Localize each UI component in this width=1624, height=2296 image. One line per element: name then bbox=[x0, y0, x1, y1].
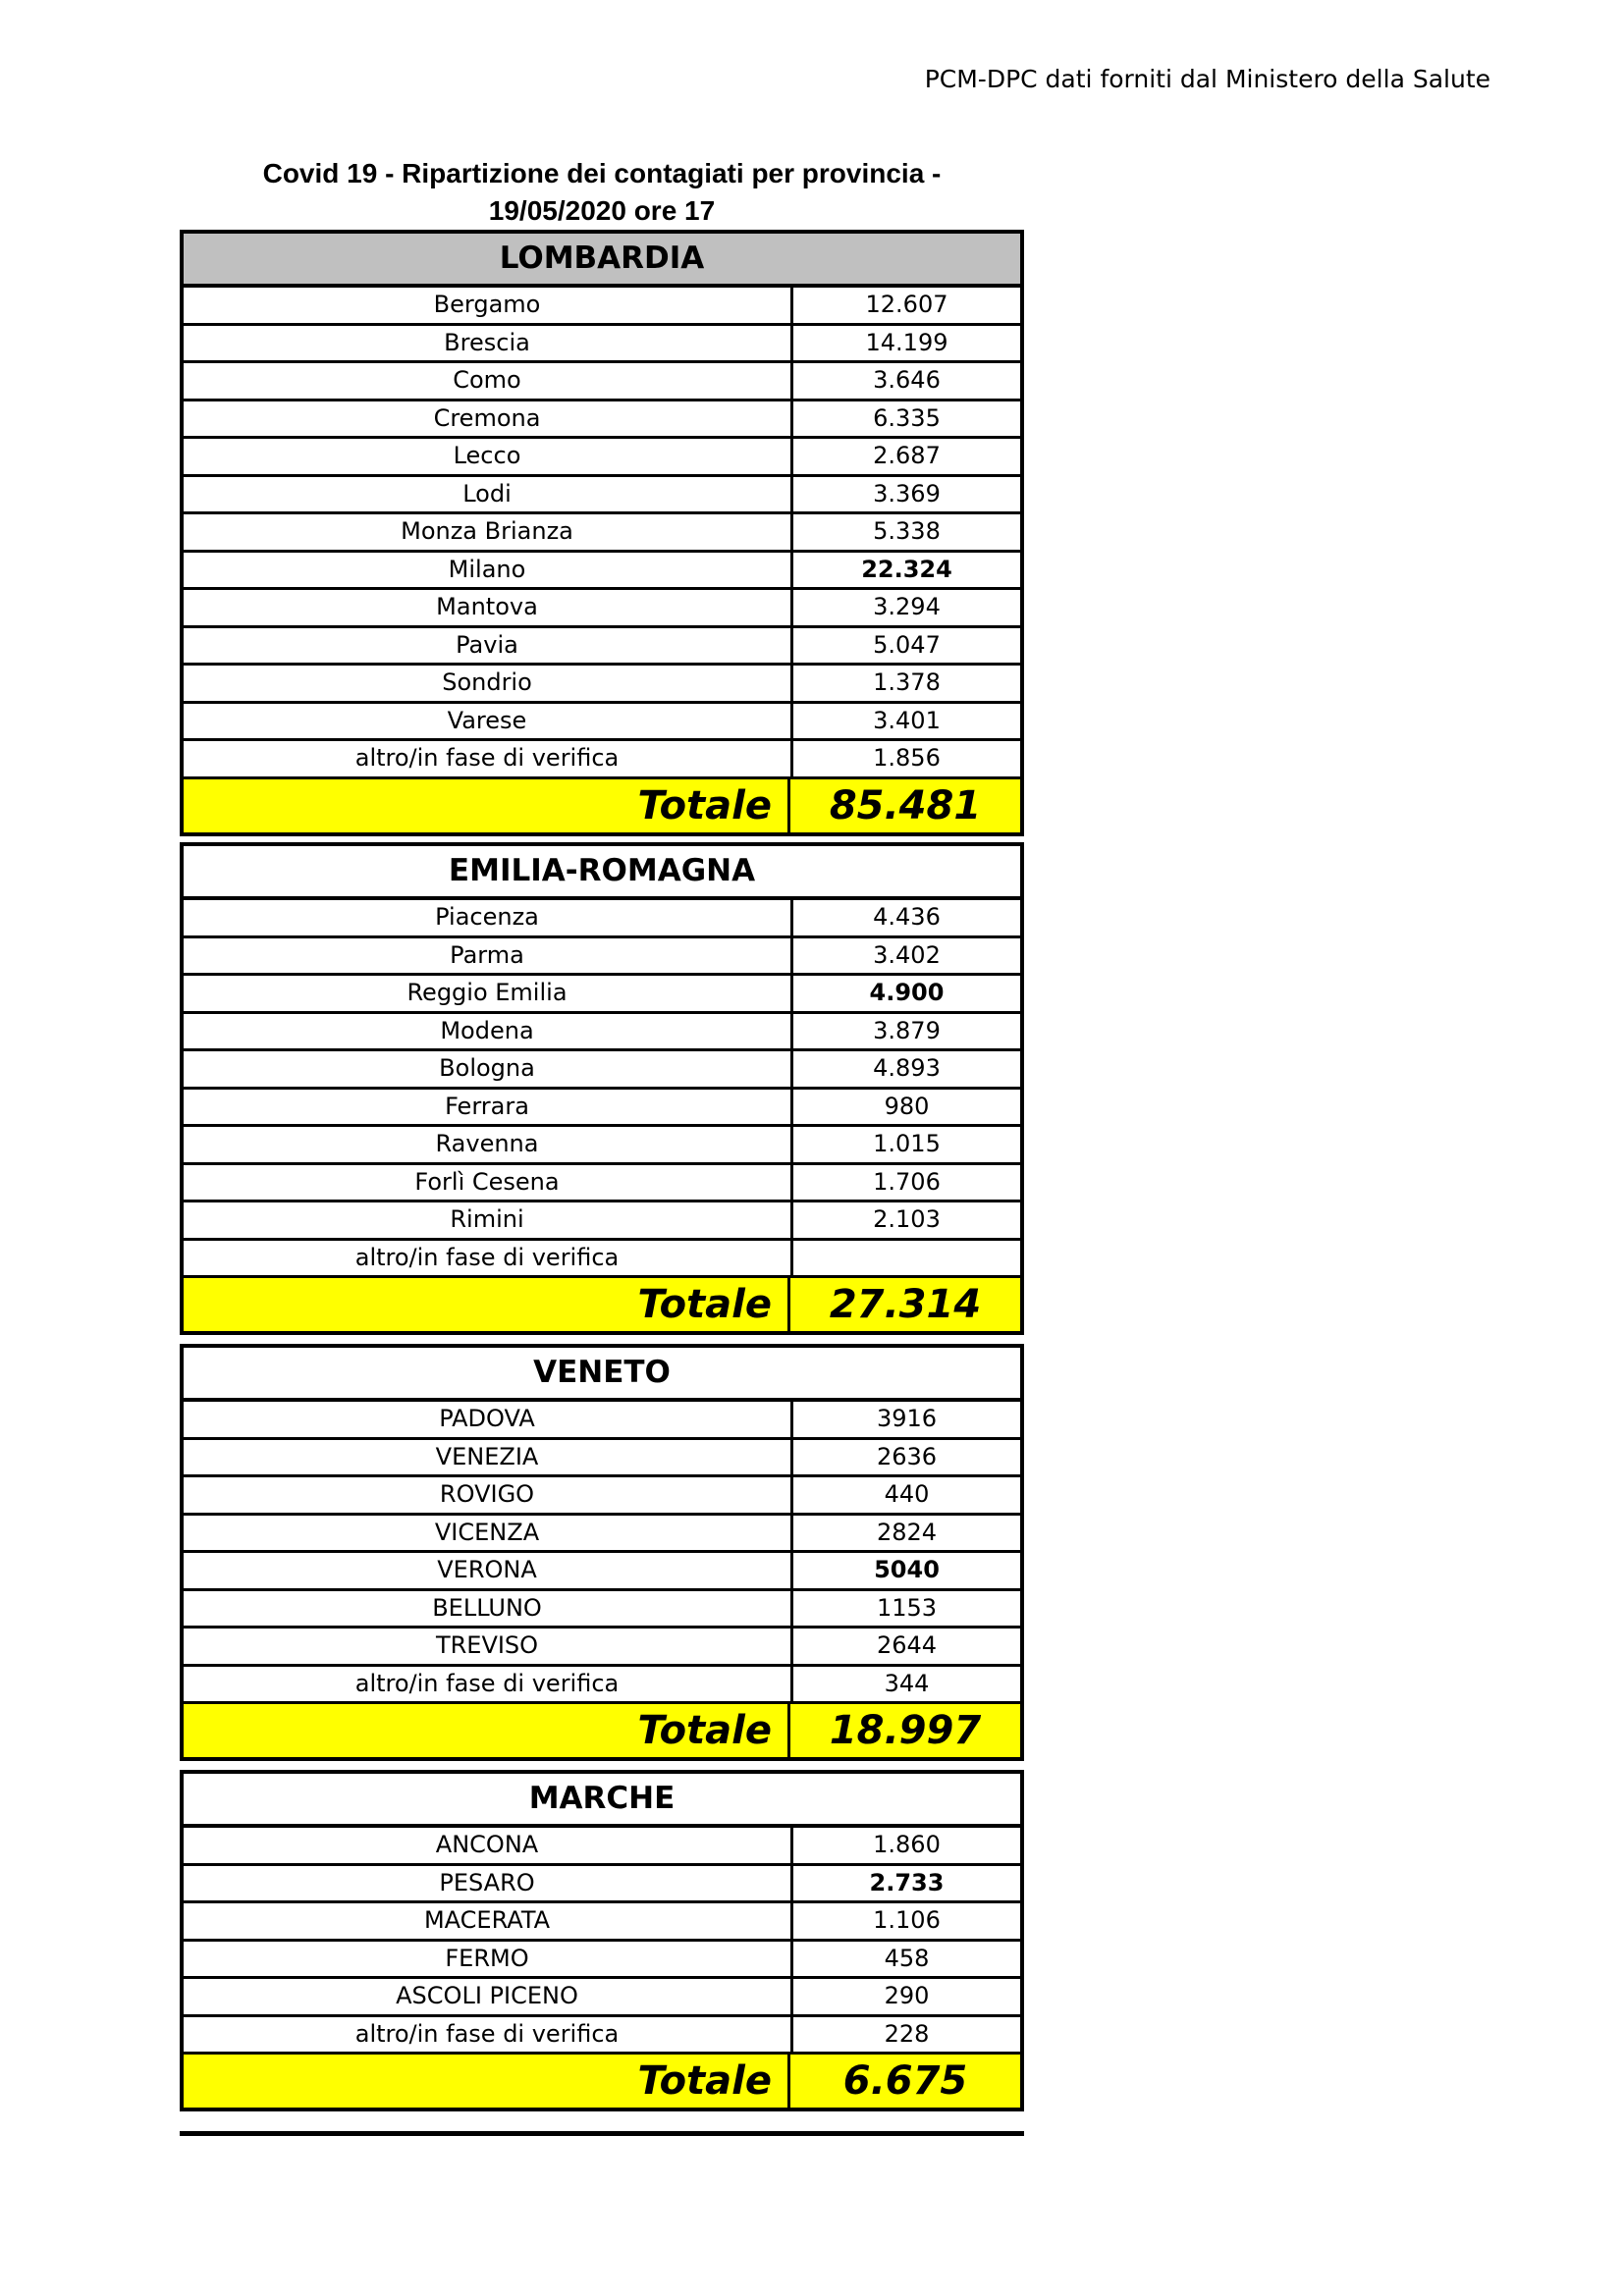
region-table bbox=[180, 1344, 1024, 1761]
region-header: LOMBARDIA bbox=[184, 234, 1020, 288]
case-count bbox=[793, 1241, 1020, 1276]
case-count: 1.706 bbox=[873, 1167, 941, 1196]
case-count: 1153 bbox=[876, 1593, 938, 1622]
case-count: 2636 bbox=[876, 1442, 938, 1470]
table-row bbox=[184, 1014, 1020, 1052]
case-count: 980 bbox=[884, 1092, 930, 1120]
province-name: FERMO bbox=[184, 1942, 793, 1977]
total-value: 85.481 bbox=[829, 782, 982, 828]
table-row bbox=[184, 1402, 1020, 1440]
total-value: 27.314 bbox=[829, 1282, 982, 1327]
table-row bbox=[184, 326, 1020, 364]
province-name: Reggio Emilia bbox=[184, 976, 793, 1011]
table-row bbox=[184, 900, 1020, 938]
case-count: 2.687 bbox=[873, 442, 941, 469]
table-row bbox=[184, 704, 1020, 742]
case-count: 3.402 bbox=[873, 940, 941, 969]
total-label: Totale bbox=[184, 2055, 790, 2108]
province-name: Brescia bbox=[184, 326, 793, 361]
page-title bbox=[180, 155, 1024, 230]
province-name: Varese bbox=[184, 704, 793, 739]
table-row bbox=[184, 1553, 1020, 1591]
case-count: 6.335 bbox=[873, 403, 941, 432]
table-row bbox=[184, 741, 1020, 779]
case-count: 1.106 bbox=[873, 1906, 941, 1934]
province-name: Lodi bbox=[184, 477, 793, 512]
case-count: 12.607 bbox=[865, 291, 948, 318]
table-row bbox=[184, 1477, 1020, 1516]
province-name: Milano bbox=[184, 553, 793, 588]
table-row bbox=[184, 1241, 1020, 1279]
province-name: MACERATA bbox=[184, 1903, 793, 1939]
case-count: 3.401 bbox=[873, 706, 941, 734]
province-name: ROVIGO bbox=[184, 1477, 793, 1513]
case-count: 3.646 bbox=[873, 366, 941, 394]
total-label: Totale bbox=[184, 1704, 790, 1757]
table-row bbox=[184, 1903, 1020, 1942]
province-name: ASCOLI PICENO bbox=[184, 1979, 793, 2014]
case-count: 5.047 bbox=[873, 630, 941, 659]
source-note: PCM-DPC dati forniti dal Ministero della Salute bbox=[924, 65, 1490, 93]
table-row bbox=[184, 363, 1020, 401]
table-row bbox=[184, 1051, 1020, 1090]
case-count: 2.103 bbox=[873, 1205, 941, 1233]
case-count: 1.856 bbox=[873, 744, 941, 772]
total-row bbox=[184, 2055, 1020, 2108]
total-row bbox=[184, 1704, 1020, 1757]
province-name: Forlì Cesena bbox=[184, 1165, 793, 1201]
table-row bbox=[184, 1090, 1020, 1128]
case-count: 4.436 bbox=[873, 903, 941, 931]
province-name: BELLUNO bbox=[184, 1591, 793, 1627]
table-row bbox=[184, 401, 1020, 440]
total-value: 18.997 bbox=[829, 1708, 982, 1753]
case-count: 440 bbox=[884, 1480, 930, 1508]
total-label: Totale bbox=[184, 779, 790, 832]
province-name: Lecco bbox=[184, 439, 793, 474]
province-name: Parma bbox=[184, 938, 793, 974]
province-name: Pavia bbox=[184, 628, 793, 664]
case-count: 290 bbox=[884, 1982, 930, 2009]
province-name: Mantova bbox=[184, 590, 793, 625]
table-row bbox=[184, 1165, 1020, 1203]
region-header: MARCHE bbox=[184, 1774, 1020, 1828]
province-name: ANCONA bbox=[184, 1828, 793, 1863]
province-name: Monza Brianza bbox=[184, 514, 793, 550]
province-name: TREVISO bbox=[184, 1629, 793, 1664]
table-row bbox=[184, 1516, 1020, 1554]
region-header: VENETO bbox=[184, 1348, 1020, 1402]
region-table bbox=[180, 1770, 1024, 2111]
province-name: altro/in fase di verifica bbox=[184, 2017, 793, 2053]
province-name: altro/in fase di verifica bbox=[184, 1667, 793, 1702]
title-line-1: Covid 19 - Ripartizione dei contagiati per provincia - bbox=[262, 158, 942, 188]
case-count: 458 bbox=[884, 1944, 930, 1972]
case-count: 3.294 bbox=[873, 593, 941, 620]
case-count: 344 bbox=[884, 1669, 930, 1697]
province-name: Como bbox=[184, 363, 793, 399]
province-name: VICENZA bbox=[184, 1516, 793, 1551]
province-name: VENEZIA bbox=[184, 1440, 793, 1475]
case-count: 5040 bbox=[874, 1556, 940, 1583]
table-row bbox=[184, 1942, 1020, 1980]
table-row bbox=[184, 938, 1020, 977]
province-name: Bergamo bbox=[184, 288, 793, 323]
case-count: 2824 bbox=[876, 1518, 938, 1546]
case-count: 22.324 bbox=[861, 555, 952, 583]
total-row bbox=[184, 1278, 1020, 1331]
region-table bbox=[180, 842, 1024, 1335]
province-name: Cremona bbox=[184, 401, 793, 437]
title-line-2: 19/05/2020 ore 17 bbox=[488, 195, 716, 226]
province-name: Ferrara bbox=[184, 1090, 793, 1125]
province-name: Bologna bbox=[184, 1051, 793, 1087]
bottom-rule bbox=[180, 2131, 1024, 2136]
case-count: 3916 bbox=[876, 1405, 938, 1432]
province-name: Modena bbox=[184, 1014, 793, 1049]
province-name: VERONA bbox=[184, 1553, 793, 1588]
table-row bbox=[184, 1127, 1020, 1165]
table-row bbox=[184, 1440, 1020, 1478]
table-row bbox=[184, 1828, 1020, 1866]
total-label: Totale bbox=[184, 1278, 790, 1331]
province-name: Sondrio bbox=[184, 666, 793, 701]
table-row bbox=[184, 590, 1020, 628]
region-header: EMILIA-ROMAGNA bbox=[184, 846, 1020, 900]
table-row bbox=[184, 553, 1020, 591]
table-row bbox=[184, 288, 1020, 326]
case-count: 1.378 bbox=[873, 668, 941, 696]
case-count: 4.900 bbox=[869, 979, 945, 1006]
case-count: 14.199 bbox=[865, 328, 948, 356]
case-count: 4.893 bbox=[873, 1054, 941, 1082]
table-row bbox=[184, 628, 1020, 667]
case-count: 228 bbox=[884, 2019, 930, 2048]
table-row bbox=[184, 1591, 1020, 1629]
province-name: PESARO bbox=[184, 1866, 793, 1901]
total-value: 6.675 bbox=[842, 2058, 968, 2104]
table-row bbox=[184, 1202, 1020, 1241]
table-row bbox=[184, 1866, 1020, 1904]
case-count: 2.733 bbox=[869, 1868, 945, 1896]
table-row bbox=[184, 514, 1020, 553]
case-count: 2644 bbox=[876, 1631, 938, 1659]
table-row bbox=[184, 2017, 1020, 2056]
province-name: PADOVA bbox=[184, 1402, 793, 1437]
province-name: altro/in fase di verifica bbox=[184, 741, 793, 776]
case-count: 3.879 bbox=[873, 1016, 941, 1044]
table-row bbox=[184, 1667, 1020, 1705]
region-table bbox=[180, 230, 1024, 836]
province-name: Piacenza bbox=[184, 900, 793, 935]
province-name: Ravenna bbox=[184, 1127, 793, 1162]
case-count: 3.369 bbox=[873, 479, 941, 507]
table-row bbox=[184, 666, 1020, 704]
case-count: 1.015 bbox=[873, 1130, 941, 1157]
table-row bbox=[184, 1629, 1020, 1667]
table-row bbox=[184, 439, 1020, 477]
table-row bbox=[184, 976, 1020, 1014]
province-name: Rimini bbox=[184, 1202, 793, 1238]
case-count: 1.860 bbox=[873, 1831, 941, 1858]
table-row bbox=[184, 477, 1020, 515]
table-row bbox=[184, 1979, 1020, 2017]
province-name: altro/in fase di verifica bbox=[184, 1241, 793, 1276]
total-row bbox=[184, 779, 1020, 832]
case-count: 5.338 bbox=[873, 517, 941, 545]
